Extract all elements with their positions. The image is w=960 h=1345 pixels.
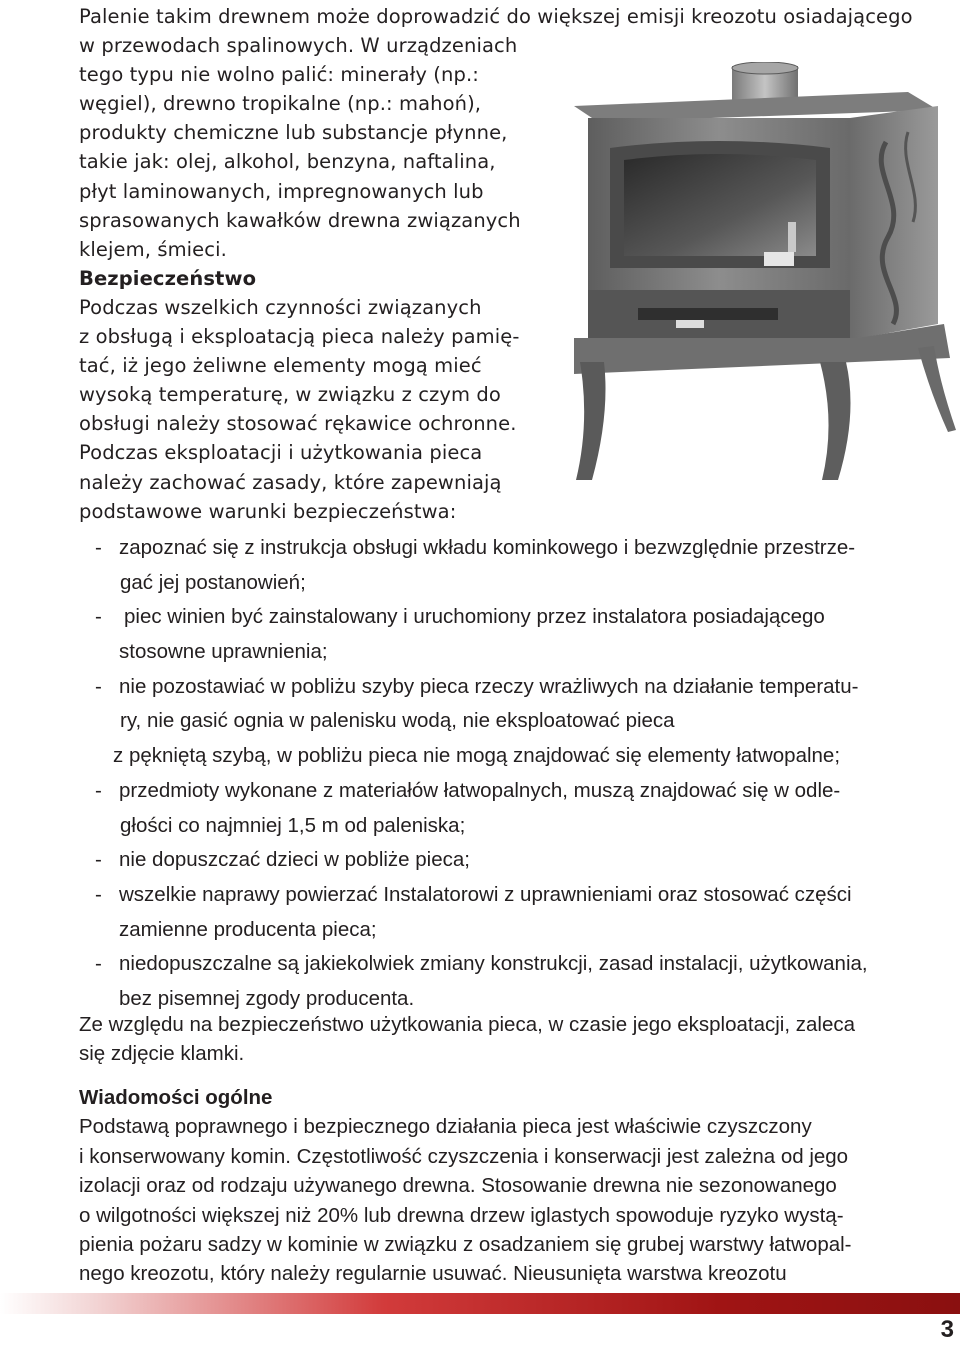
list-dash: - [95, 778, 102, 802]
list-item [79, 843, 959, 878]
paragraph-line: Ze względu na bezpieczeństwo użytkowania pieca, w czasie jego eksploatacji, zaleca [79, 1013, 856, 1036]
paragraph-line: nego kreozotu, który należy regularnie usuwać. Nieusunięta warstwa kreozotu [79, 1262, 787, 1286]
section-heading: Wiadomości ogólne [79, 1086, 273, 1109]
intro-line: w przewodach spalinowych. W urządzeniach [79, 34, 518, 58]
intro-line: węgiel), drewno tropikalne (np.: mahoń), [79, 92, 482, 116]
list-item-text: gać jej postanowień; [120, 570, 306, 594]
safety-line: obsługi należy stosować rękawice ochronne. [79, 412, 517, 436]
closing-paragraph [79, 1010, 954, 1069]
list-item-continuation [79, 809, 959, 844]
list-item-text: stosowne uprawnienia; [119, 640, 328, 664]
list-item-continuation [79, 635, 959, 670]
safety-line: Podczas wszelkich czynności związanych [79, 295, 482, 319]
list-item [79, 600, 959, 635]
list-item-text: wszelkie naprawy powierzać Instalatorowi z uprawnieniami oraz stosować części [119, 882, 852, 906]
intro-line: klejem, śmieci. [79, 237, 227, 261]
safety-line: podstawowe warunki bezpieczeństwa: [79, 499, 457, 523]
intro-line: płyt laminowanych, impregnowanych lub [79, 179, 484, 203]
intro-line: produkty chemiczne lub substancje płynne, [79, 121, 508, 145]
safety-line: z obsługą i eksploatacją pieca należy pamię- [79, 325, 520, 349]
list-item-text: z pękniętą szybą, w pobliżu pieca nie mogą znajdować się elementy łatwopalne; [113, 744, 841, 768]
list-item-text: ry, nie gasić ognia w palenisku wodą, nie eksploatować pieca [120, 709, 675, 733]
paragraph-line: i konserwowany komin. Częstotliwość czyszczenia i konserwacji jest zależna od jego [79, 1144, 849, 1168]
general-info-section [79, 1083, 954, 1289]
paragraph-line: o wilgotności większej niż 20% lub drewna drzew iglastych spowoduje ryzyko wystą- [79, 1203, 844, 1227]
intro-line: takie jak: olej, alkohol, benzyna, naftalina, [79, 150, 496, 174]
list-item [79, 531, 959, 566]
footer-bar [0, 1293, 960, 1314]
list-item-continuation [79, 704, 959, 739]
list-item-continuation [79, 739, 959, 774]
safety-line: należy zachować zasady, które zapewniają [79, 470, 502, 494]
list-item-text: zapoznać się z instrukcja obsługi wkładu kominkowego i bezwzględnie przestrze- [119, 536, 856, 559]
list-item-text: niedopuszczalne są jakiekolwiek zmiany konstrukcji, zasad instalacji, użytkowania, [119, 952, 868, 976]
list-item [79, 670, 959, 705]
list-dash: - [95, 882, 102, 906]
list-item-text: piec winien być zainstalowany i uruchomiony przez instalatora posiadającego [124, 605, 825, 629]
page-number: 3 [940, 1316, 954, 1343]
paragraph-line: Podstawą poprawnego i bezpiecznego działania pieca jest właściwie czyszczony [79, 1115, 812, 1139]
list-item-continuation [79, 566, 959, 601]
intro-line: Palenie takim drewnem może doprowadzić do większej emisji kreozotu osiadającego [79, 5, 913, 28]
list-dash: - [95, 605, 102, 629]
list-item-text: zamienne producenta pieca; [119, 917, 377, 941]
list-item-text: głości co najmniej 1,5 m od paleniska; [120, 813, 466, 837]
paragraph-line: izolacji oraz od rodzaju używanego drewna. Stosowanie drewna nie sezonowanego [79, 1174, 837, 1198]
list-item [79, 774, 959, 809]
stove-image [568, 62, 958, 490]
list-dash: - [95, 536, 102, 559]
paragraph-line: pienia pożaru sadzy w kominie w związku z osadzaniem się grubej warstwy łatwopal- [79, 1232, 852, 1256]
safety-rules-list [79, 531, 959, 1017]
list-item-text: bez pisemnej zgody producenta. [119, 986, 415, 1010]
list-dash: - [95, 952, 102, 976]
list-item-continuation [79, 913, 959, 948]
safety-line: wysoką temperaturę, w związku z czym do [79, 383, 501, 407]
list-item [79, 947, 959, 982]
list-item-text: nie dopuszczać dzieci w pobliże pieca; [119, 848, 470, 872]
intro-line: sprasowanych kawałków drewna związanych [79, 208, 521, 232]
intro-line: tego typu nie wolno palić: minerały (np.: [79, 63, 479, 87]
safety-line: tać, iż jego żeliwne elementy mogą mieć [79, 354, 482, 378]
list-item-text: nie pozostawiać w pobliżu szyby pieca rzeczy wrażliwych na działanie temperatu- [119, 674, 859, 698]
list-item [79, 878, 959, 913]
list-dash: - [95, 848, 102, 872]
paragraph-line: się zdjęcie klamki. [79, 1042, 245, 1066]
list-dash: - [95, 674, 102, 698]
list-item-text: przedmioty wykonane z materiałów łatwopalnych, muszą znajdować się w odle- [119, 778, 841, 802]
safety-line: Podczas eksploatacji i użytkowania pieca [79, 441, 483, 465]
safety-heading: Bezpieczeństwo [79, 266, 257, 290]
